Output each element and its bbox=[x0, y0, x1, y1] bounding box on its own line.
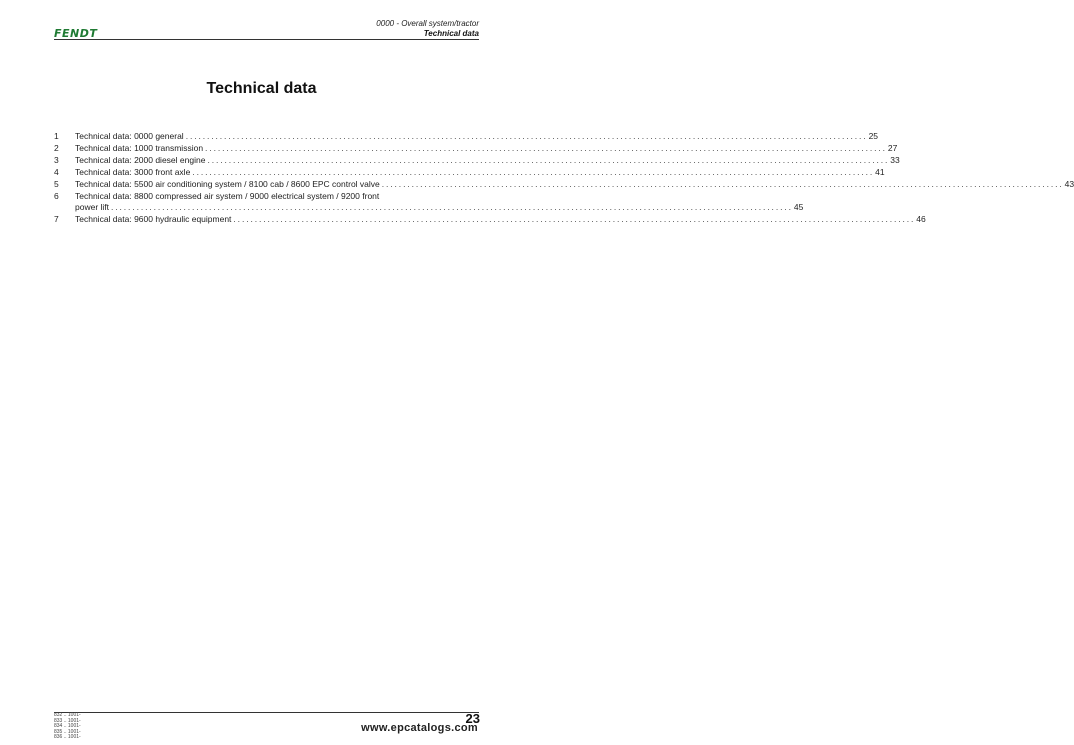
page-title: Technical data bbox=[206, 80, 317, 97]
footer-model-codes bbox=[54, 713, 81, 741]
toc-entry-page: 46 bbox=[916, 214, 926, 225]
toc-entry-text: Technical data: 2000 diesel engine bbox=[75, 154, 206, 165]
toc-entry-page: 43 bbox=[1064, 178, 1074, 189]
toc-entry-page: 25 bbox=[868, 131, 879, 141]
toc-entry-7[interactable] bbox=[54, 214, 926, 226]
toc-entry-page: 33 bbox=[890, 154, 900, 165]
header-subsection: Technical data bbox=[423, 29, 479, 38]
toc-entry-number: 2 bbox=[54, 142, 59, 153]
toc-leader-dots: ................................................................................................................................................................ bbox=[192, 166, 875, 177]
toc-entry-text: Technical data: 1000 transmission bbox=[75, 142, 204, 153]
toc-entry-text: Technical data: 9600 hydraulic equipment bbox=[75, 214, 232, 225]
footer-code: 832 .. 1001- bbox=[54, 712, 81, 718]
toc-leader-dots: ................................................................................................................................................................ bbox=[205, 142, 887, 153]
toc-entry-5[interactable] bbox=[54, 178, 1074, 191]
toc-leader-dots: ................................................................................................................................................................ bbox=[111, 202, 793, 213]
toc-entry-text-line1: Technical data: 8800 compressed air system / 9000 electrical system / 9200 front bbox=[75, 190, 380, 201]
toc-leader-dots: ................................................................................................................................................................ bbox=[185, 131, 868, 141]
header-section: 0000 - Overall system/tractor bbox=[376, 19, 479, 28]
toc-entry-text-line2: power lift bbox=[75, 202, 110, 213]
toc-entry-2[interactable] bbox=[54, 142, 898, 155]
footer-code: 833 .. 1001- bbox=[54, 717, 81, 724]
toc-entry-6[interactable] bbox=[54, 190, 804, 215]
toc-entry-text: Technical data: 0000 general bbox=[75, 131, 184, 141]
table-of-contents bbox=[54, 131, 1074, 226]
toc-entry-page: 41 bbox=[875, 166, 885, 177]
toc-entry-number: 7 bbox=[54, 214, 59, 225]
toc-entry-number: 3 bbox=[54, 154, 59, 165]
toc-entry-number: 5 bbox=[54, 178, 59, 189]
toc-entry-text: Technical data: 3000 front axle bbox=[75, 166, 191, 177]
toc-leader-dots: ................................................................................................................................................................ bbox=[207, 154, 890, 165]
footer-code: 836 .. 1001- bbox=[54, 734, 81, 741]
page-number: 23 bbox=[465, 711, 480, 726]
fendt-logo: FENDT bbox=[54, 27, 98, 40]
toc-entry-page: 45 bbox=[793, 202, 804, 213]
toc-entry-4[interactable] bbox=[54, 166, 885, 179]
toc-entry-number: 1 bbox=[54, 131, 59, 141]
toc-entry-3[interactable] bbox=[54, 154, 900, 167]
toc-entry-number: 6 bbox=[54, 190, 59, 201]
footer-divider bbox=[54, 712, 479, 713]
toc-leader-dots: ................................................................................................................................................................ bbox=[381, 178, 1064, 189]
toc-leader-dots: ................................................................................................................................................................ bbox=[233, 214, 916, 225]
header-divider bbox=[54, 39, 479, 40]
footer-code: 834 .. 1001- bbox=[54, 723, 81, 730]
toc-entry-1[interactable] bbox=[54, 131, 879, 143]
toc-entry-page: 27 bbox=[887, 142, 898, 153]
watermark: www.epcatalogs.com bbox=[361, 722, 478, 734]
toc-entry-text: Technical data: 5500 air conditioning system / 8100 cab / 8600 EPC control valve bbox=[75, 178, 380, 189]
footer-code: 835 .. 1001- bbox=[54, 728, 81, 735]
toc-entry-number: 4 bbox=[54, 166, 59, 177]
